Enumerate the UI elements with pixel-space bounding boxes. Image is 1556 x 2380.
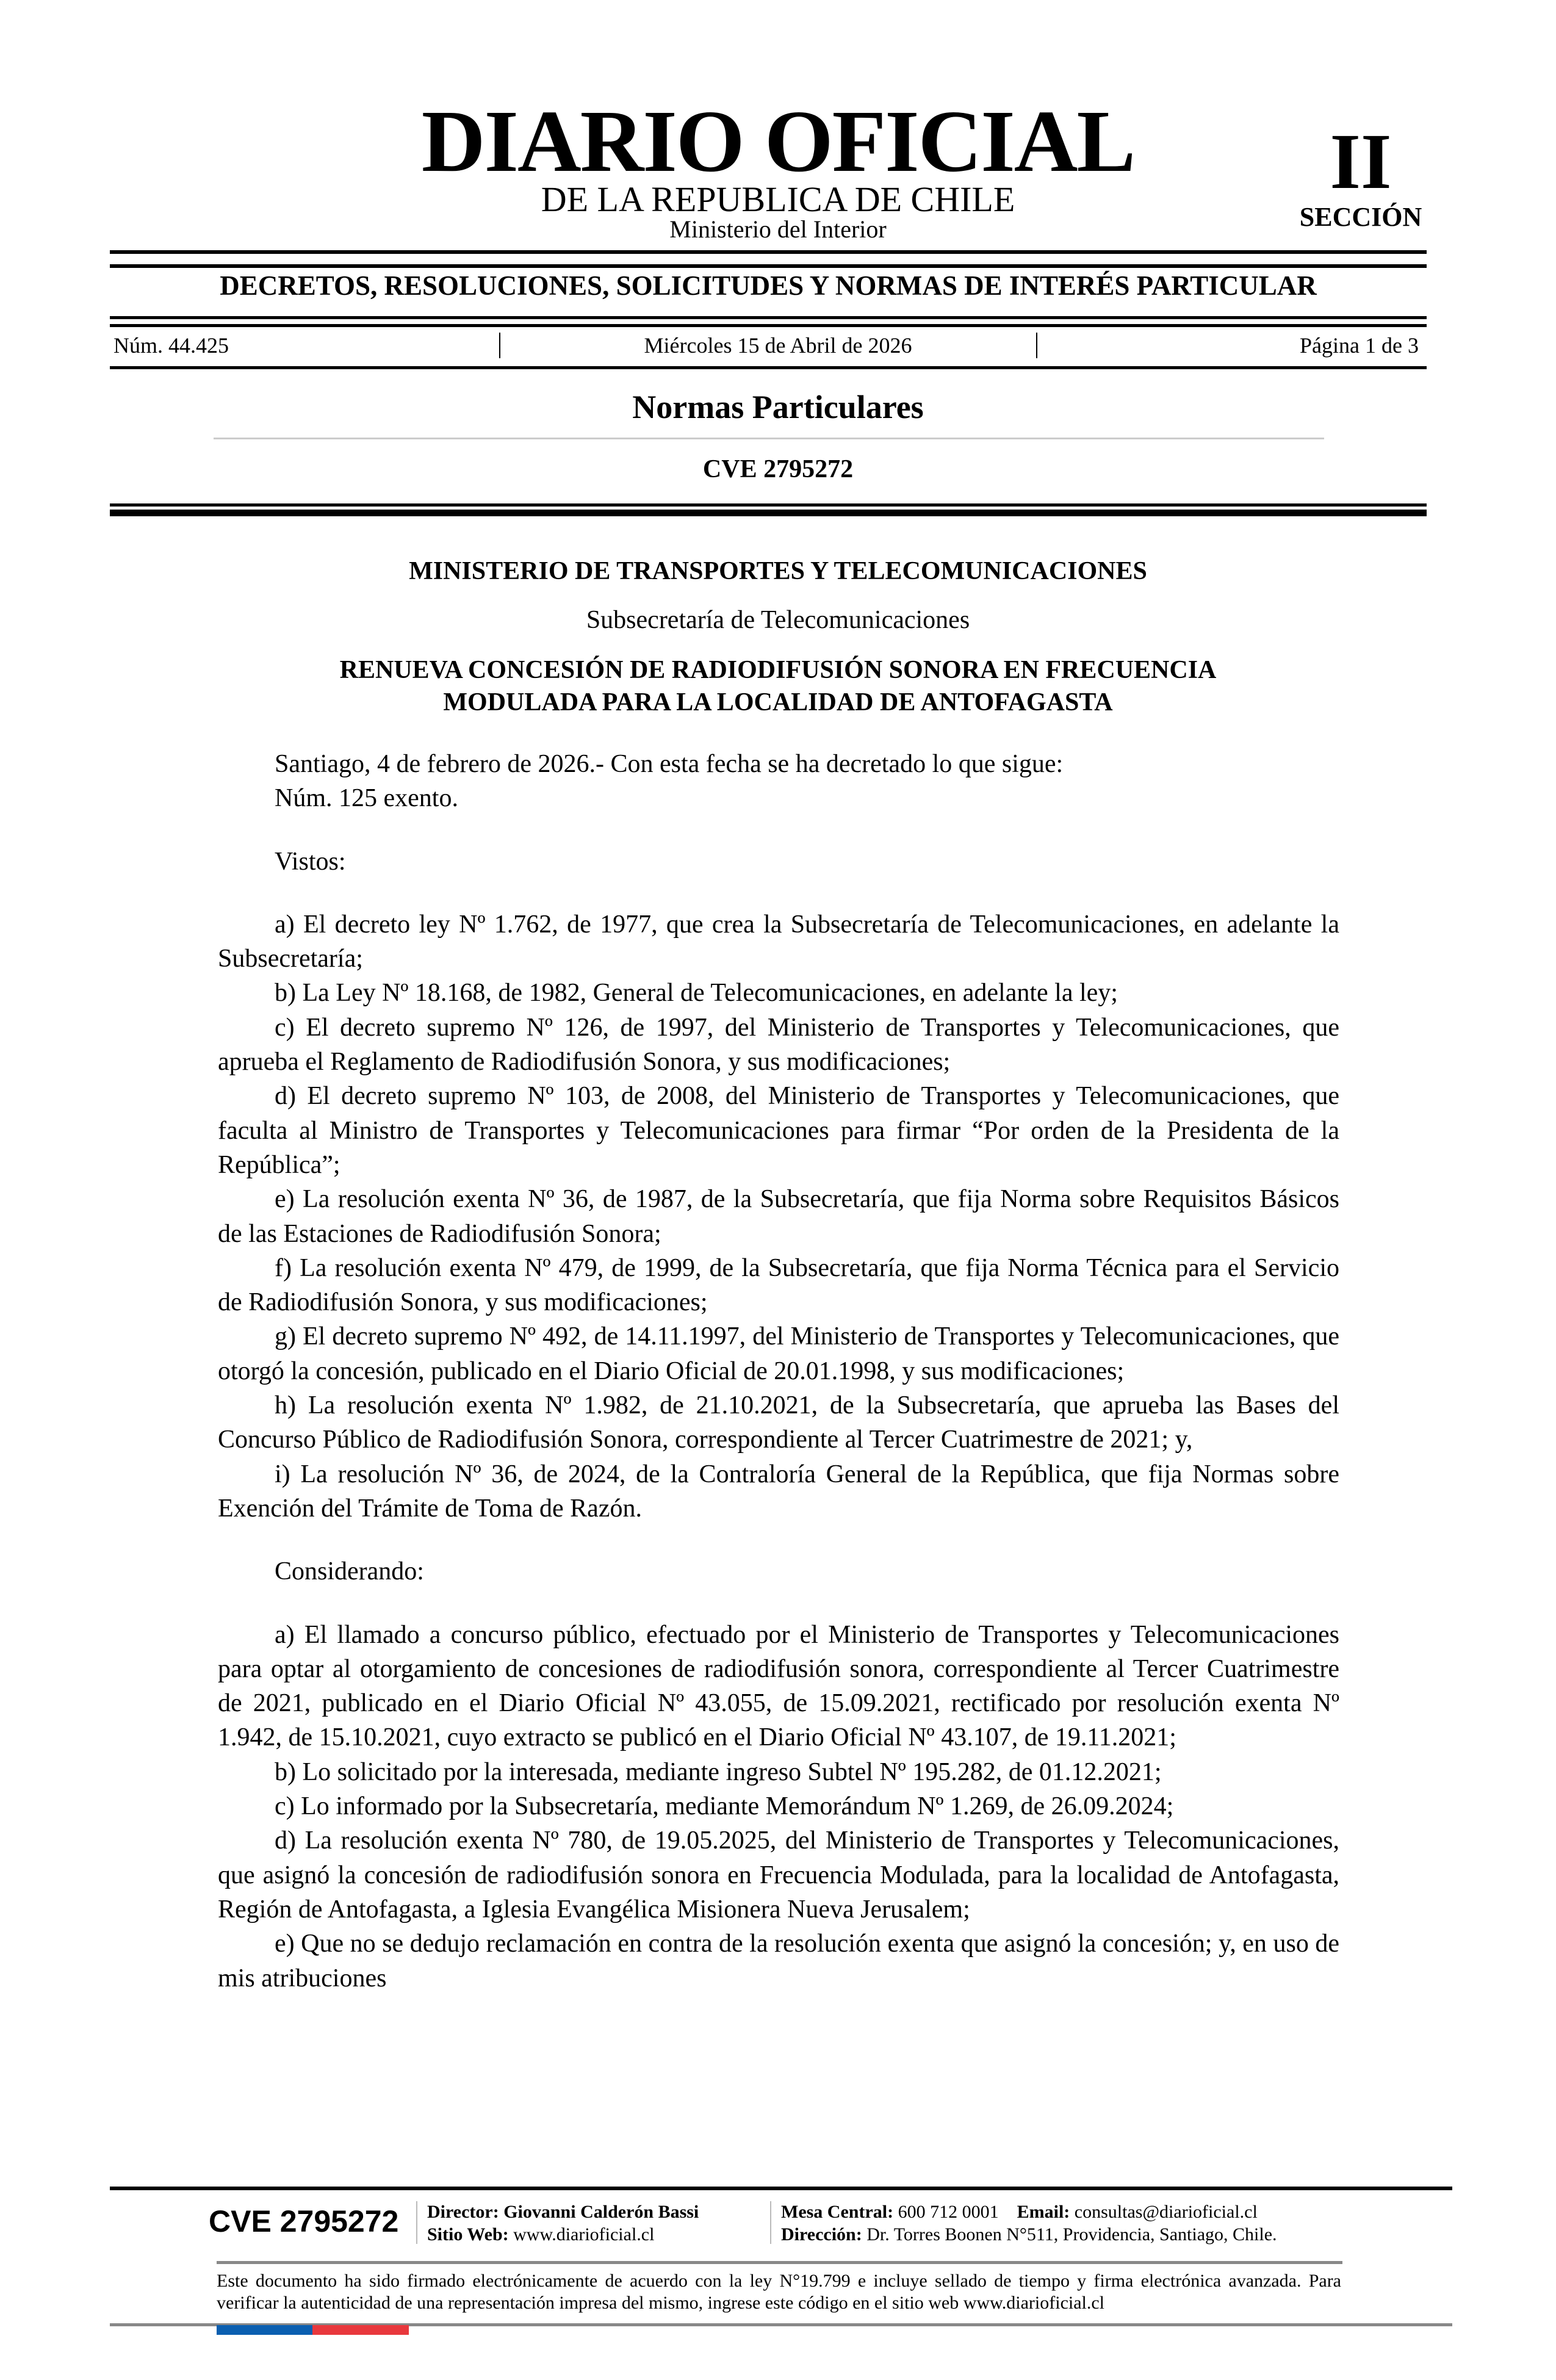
vistos-item: f) La resolución exenta Nº 479, de 1999, de la Subsecretaría, que fija Norma Técnica para el Servicio de Radiodifusión Sonora, y sus modificaciones;: [218, 1253, 1339, 1317]
vistos-item: b) La Ley Nº 18.168, de 1982, General de Telecomunicaciones, en adelante la ley;: [275, 979, 1118, 1008]
divider: [110, 324, 1427, 327]
director-name: Giovanni Calderón Bassi: [503, 2202, 699, 2222]
divider: [110, 316, 1427, 319]
vistos-item: d) El decreto supremo Nº 103, de 2008, del Ministerio de Transportes y Telecomunicaciones, que faculta al Ministro de Transportes y Telecomunicaciones para firmar “Por orden de la Presidenta de la República”;: [218, 1082, 1339, 1179]
divider: [110, 510, 1427, 516]
document-body: [218, 747, 1339, 1996]
masthead-title: DIARIO OFICIAL: [421, 93, 1135, 190]
address: Dr. Torres Boonen N°511, Providencia, Santiago, Chile.: [866, 2224, 1277, 2245]
web-label: Sitio Web:: [427, 2224, 509, 2245]
considerando-item: b) Lo solicitado por la interesada, mediante ingreso Subtel Nº 195.282, de 01.12.2021;: [275, 1758, 1162, 1786]
considerando-item: c) Lo informado por la Subsecretaría, mediante Memorándum Nº 1.269, de 26.09.2024;: [275, 1792, 1174, 1821]
vistos-label: Vistos:: [275, 847, 346, 876]
masthead-subtitle: DE LA REPUBLICA DE CHILE: [541, 179, 1015, 219]
email-link[interactable]: consultas@diarioficial.cl: [1074, 2202, 1258, 2222]
cve-code: CVE 2795272: [702, 455, 854, 483]
vistos-item: i) La resolución Nº 36, de 2024, de la Contraloría General de la República, que fija Normas sobre Exención del Trámite de Toma de Razón.: [218, 1460, 1339, 1523]
document-subsecretaria: Subsecretaría de Telecomunicaciones: [586, 606, 970, 634]
flag-blue-bar: [217, 2325, 312, 2335]
web-link[interactable]: www.diarioficial.cl: [513, 2224, 655, 2245]
separator: [1036, 333, 1037, 358]
divider: [214, 438, 1324, 439]
footer-divider: [217, 2261, 1342, 2264]
issue-number: Núm. 44.425: [113, 333, 229, 358]
separator: [499, 333, 500, 358]
director-label: Director:: [427, 2202, 499, 2222]
document-title-line2: MODULADA PARA LA LOCALIDAD DE ANTOFAGASTA: [443, 688, 1113, 716]
separator: [416, 2201, 417, 2244]
email-label: Email:: [1017, 2202, 1070, 2222]
section-label: SECCIÓN: [1299, 202, 1422, 232]
separator: [770, 2201, 771, 2244]
issue-date: Miércoles 15 de Abril de 2026: [644, 333, 912, 358]
section-banner: DECRETOS, RESOLUCIONES, SOLICITUDES Y NORMAS DE INTERÉS PARTICULAR: [220, 270, 1317, 301]
intro-line: Santiago, 4 de febrero de 2026.- Con esta fecha se ha decretado lo que sigue:: [275, 750, 1064, 778]
footer-contact-block: [781, 2201, 1277, 2246]
vistos-item: c) El decreto supremo Nº 126, de 1997, del Ministerio de Transportes y Telecomunicaciones, que aprueba el Reglamento de Radiodifusión Sonora, y sus modificaciones;: [218, 1013, 1339, 1076]
document-ministry: MINISTERIO DE TRANSPORTES Y TELECOMUNICACIONES: [409, 557, 1147, 585]
vistos-item: a) El decreto ley Nº 1.762, de 1977, que crea la Subsecretaría de Telecomunicaciones, en adelante la Subsecretaría;: [218, 910, 1339, 973]
phone-label: Mesa Central:: [781, 2202, 894, 2222]
vistos-item: h) La resolución exenta Nº 1.982, de 21.10.2021, de la Subsecretaría, que aprueba las Bases del Concurso Público de Radiodifusión Sonora, correspondiente al Tercer Cuatrimestre de 2021; y,: [218, 1391, 1339, 1454]
divider: [110, 366, 1427, 369]
footer-notice: Este documento ha sido firmado electrónicamente de acuerdo con la ley N°19.799 e incluye sellado de tiempo y firma electrónica avanzada. Para verificar la autenticidad de una representación impresa del mismo, ingrese este código en el sitio web www.diarioficial.cl: [217, 2271, 1341, 2313]
considerando-item: e) Que no se dedujo reclamación en contra de la resolución exenta que asignó la concesión; y, en uso de mis atribuciones: [218, 1930, 1339, 1992]
divider: [110, 264, 1427, 268]
masthead-ministry: Ministerio del Interior: [669, 215, 887, 243]
footer-cve: CVE 2795272: [209, 2204, 399, 2238]
vistos-item: e) La resolución exenta Nº 36, de 1987, de la Subsecretaría, que fija Norma sobre Requisitos Básicos de las Estaciones de Radiodifusión Sonora;: [218, 1185, 1339, 1248]
divider: [110, 503, 1427, 507]
considerando-item: d) La resolución exenta Nº 780, de 19.05.2025, del Ministerio de Transportes y Telecomunicaciones, que asignó la concesión de radiodifusión sonora en Frecuencia Modulada, para la localidad de Antofagasta, Región de Antofagasta, a Iglesia Evangélica Misionera Nueva Jerusalem;: [218, 1826, 1339, 1924]
address-label: Dirección:: [781, 2224, 862, 2245]
category-heading: Normas Particulares: [632, 389, 924, 425]
considerando-item: a) El llamado a concurso público, efectuado por el Ministerio de Transportes y Telecomunicaciones para optar al otorgamiento de concesiones de radiodifusión sonora, correspondiente al Tercer Cuatrimestre de 2021, publicado en el Diario Oficial Nº 43.055, de 15.09.2021, rectificado por resolución exenta Nº 1.942, de 15.10.2021, cuyo extracto se publicó en el Diario Oficial Nº 43.107, de 19.11.2021;: [218, 1620, 1339, 1752]
decree-number: Núm. 125 exento.: [275, 784, 458, 813]
vistos-item: g) El decreto supremo Nº 492, de 14.11.1997, del Ministerio de Transportes y Telecomunicaciones, que otorgó la concesión, publicado en el Diario Oficial de 20.01.1998, y sus modificaciones;: [218, 1322, 1339, 1385]
flag-red-bar: [312, 2325, 409, 2335]
footer-divider: [110, 2187, 1452, 2190]
divider: [110, 250, 1427, 254]
page-indicator: Página 1 de 3: [1300, 333, 1419, 358]
footer-director-block: [427, 2201, 699, 2246]
section-number: II: [1330, 118, 1392, 206]
phone: 600 712 0001: [898, 2202, 999, 2222]
document-title-line1: RENUEVA CONCESIÓN DE RADIODIFUSIÓN SONORA EN FRECUENCIA: [339, 656, 1217, 684]
considerando-label: Considerando:: [275, 1557, 424, 1586]
